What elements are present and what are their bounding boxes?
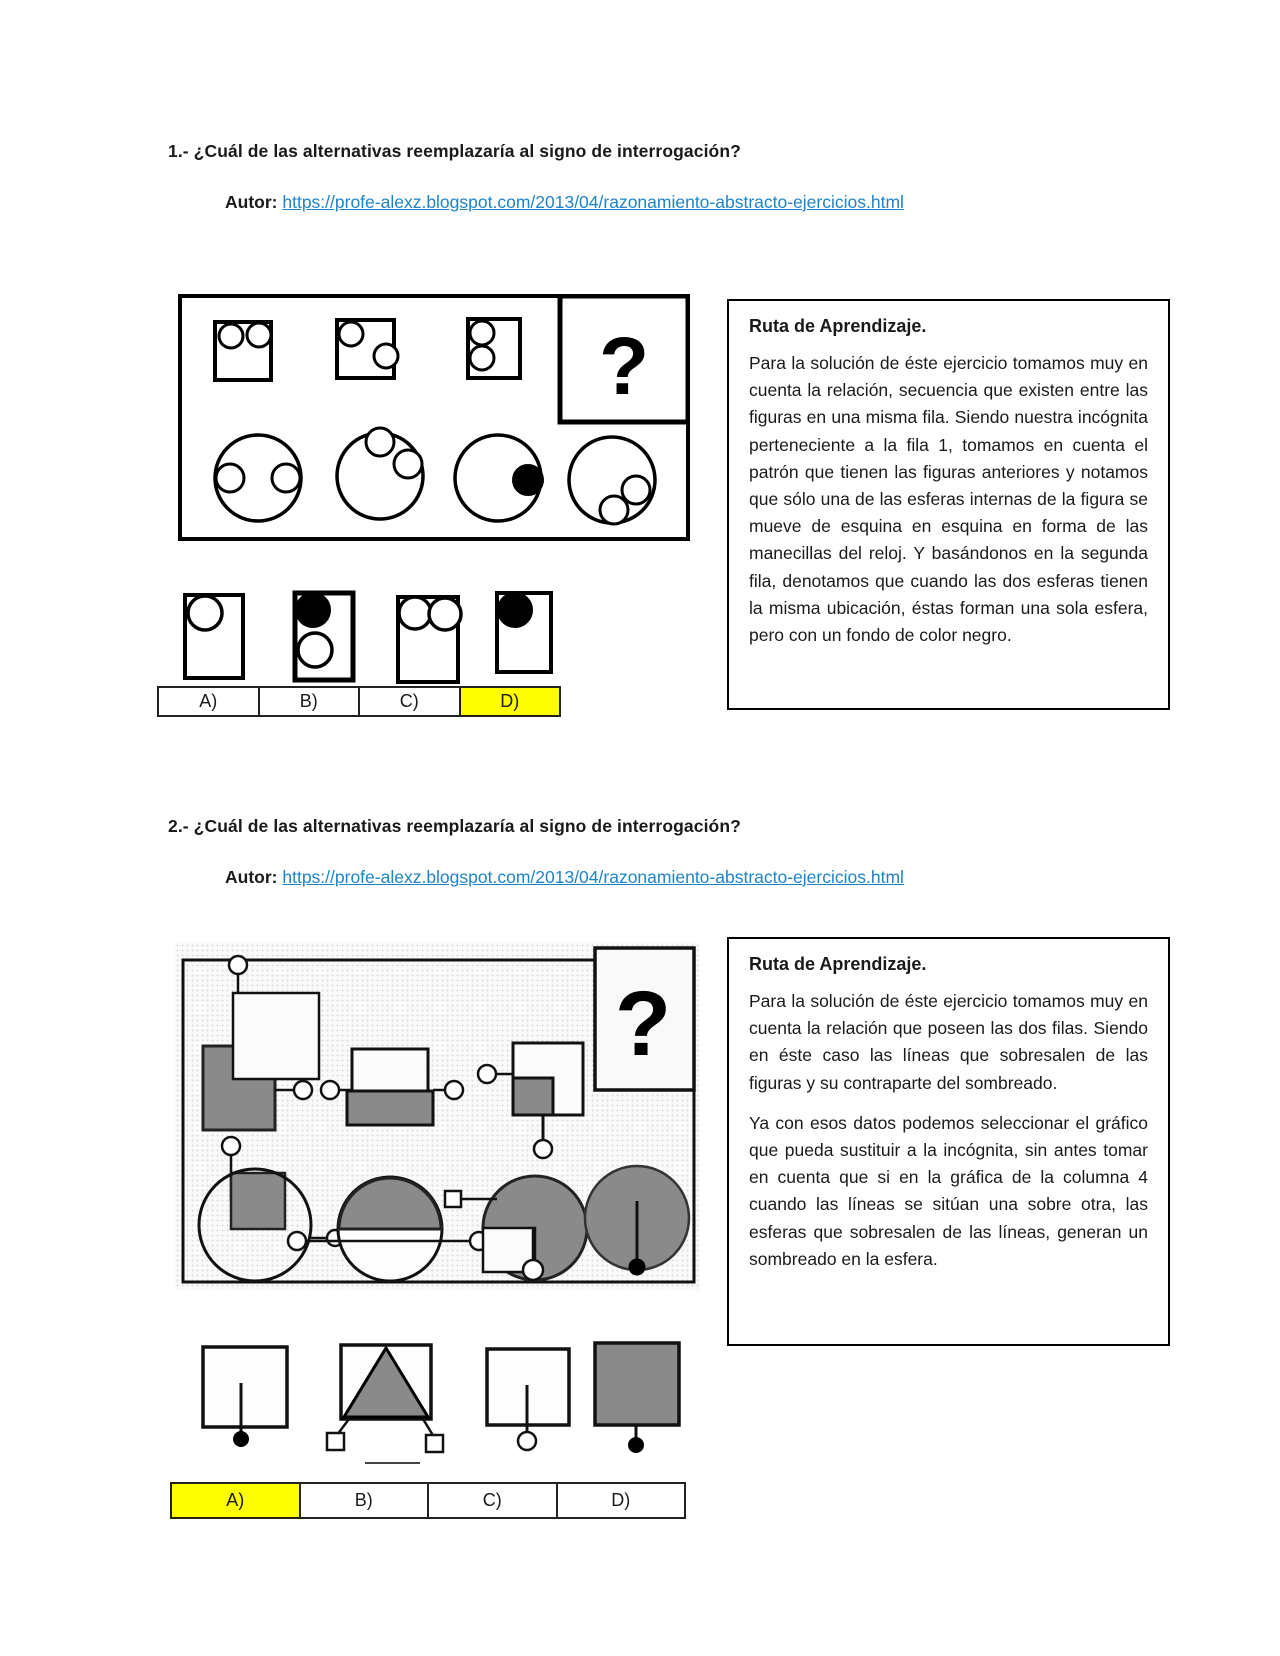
square-circles-topleft-bottomright	[337, 320, 398, 378]
option-d-figure	[497, 593, 551, 672]
question-mark-glyph: ?	[614, 973, 672, 1075]
option-a-figure	[185, 595, 243, 678]
puzzle1-figure	[178, 294, 690, 542]
author-link[interactable]: https://profe-alexz.blogspot.com/2013/04/razonamiento-abstracto-ejercicios.html	[282, 867, 904, 887]
exercise2-ruta-box	[727, 937, 1170, 1346]
exercise1-answer-table	[157, 686, 561, 717]
option-d-figure	[595, 1343, 679, 1453]
ruta-paragraph-2: Ya con esos datos podemos seleccionar el gráfico que pueda sustituir a la incógnita, sin antes tomar en cuenta que si en la gráfica de la columna 4 cuando las líneas se sitúan una sobre otra, las esferas que sobresalen de las líneas, generan un sombreado en la esfera.	[749, 1112, 1148, 1269]
answer-cell-d-highlighted: D)	[459, 688, 560, 715]
fig-gray-circle-black-dot	[585, 1166, 689, 1275]
circle-two-side-circles	[215, 435, 301, 521]
exercise1-author-line	[225, 192, 1205, 213]
question-mark-glyph: ?	[598, 321, 650, 412]
exercise1-title: 1.- ¿Cuál de las alternativas reemplazaría al signo de interrogación?	[168, 141, 741, 161]
answer-cell-a: A)	[199, 691, 218, 711]
circle-black-dot-right	[455, 435, 543, 521]
option-c-figure	[487, 1349, 569, 1450]
exercise1-ruta-box	[727, 299, 1170, 710]
answer-cell-d: D)	[556, 1484, 685, 1517]
ruta-paragraph: Para la solución de éste ejercicio tomamos muy en cuenta la relación, secuencia que existen entre las figuras en una misma fila. Siendo nuestra incógnita perteneciente a la fila 1, tomamos en cuenta el patrón que tienen las figuras anteriores y notamos que sólo una de las esferas internas de la figura se mueve de esquina en esquina en forma de las manecillas del reloj. Y basándonos en la segunda fila, denotamos que cuando las dos esferas tienen la misma ubicación, éstas forman una sola esfera, pero con un fondo de color negro.	[749, 353, 1148, 646]
fig-gray-circle-white-square	[445, 1176, 587, 1280]
option-b-figure	[327, 1345, 443, 1463]
ruta-title: Ruta de Aprendizaje.	[749, 316, 927, 336]
square-circles-left-column	[468, 319, 520, 378]
puzzle1-row1	[215, 319, 520, 380]
exercise2-title: 2.- ¿Cuál de las alternativas reemplazaría al signo de interrogación?	[168, 816, 741, 836]
puzzle2-figure-wrap	[175, 943, 700, 1290]
answer-cell-b: B)	[258, 688, 359, 715]
fig-rect-gray-band	[321, 1049, 463, 1125]
exercise2-author-line	[225, 867, 1205, 888]
option-b-figure	[295, 593, 353, 680]
square-two-circles-top	[215, 322, 271, 380]
author-label: Autor:	[225, 192, 278, 212]
author-label: Autor:	[225, 867, 278, 887]
ruta-paragraph-1: Para la solución de éste ejercicio tomamos muy en cuenta la relación que poseen las dos filas. Siendo en éste caso las líneas que sobresalen de las figuras y su contraparte del sombreado.	[749, 991, 1148, 1093]
puzzle2-options-figures	[175, 1335, 700, 1470]
answer-cell-c: C)	[427, 1484, 556, 1517]
fig-circle-gray-quadrant	[199, 1137, 343, 1281]
option-c-figure	[398, 597, 461, 682]
fig-square-gray-corner	[478, 1043, 583, 1158]
exercise2-answer-table	[170, 1482, 686, 1519]
puzzle2-figure	[175, 943, 700, 1290]
option-a-figure	[203, 1347, 287, 1447]
puzzle1-options-figures	[150, 580, 580, 686]
answer-cell-b: B)	[299, 1484, 428, 1517]
answer-cell-a-highlighted: A)	[172, 1484, 299, 1517]
circle-two-bottom-circles	[569, 437, 655, 524]
puzzle2-row1	[203, 956, 583, 1158]
author-link[interactable]: https://profe-alexz.blogspot.com/2013/04/razonamiento-abstracto-ejercicios.html	[282, 192, 904, 212]
ruta-title: Ruta de Aprendizaje.	[749, 954, 927, 974]
fig-gray-square-white-square	[203, 956, 319, 1130]
puzzle2-row2	[199, 1137, 689, 1281]
answer-cell-c: C)	[358, 688, 459, 715]
